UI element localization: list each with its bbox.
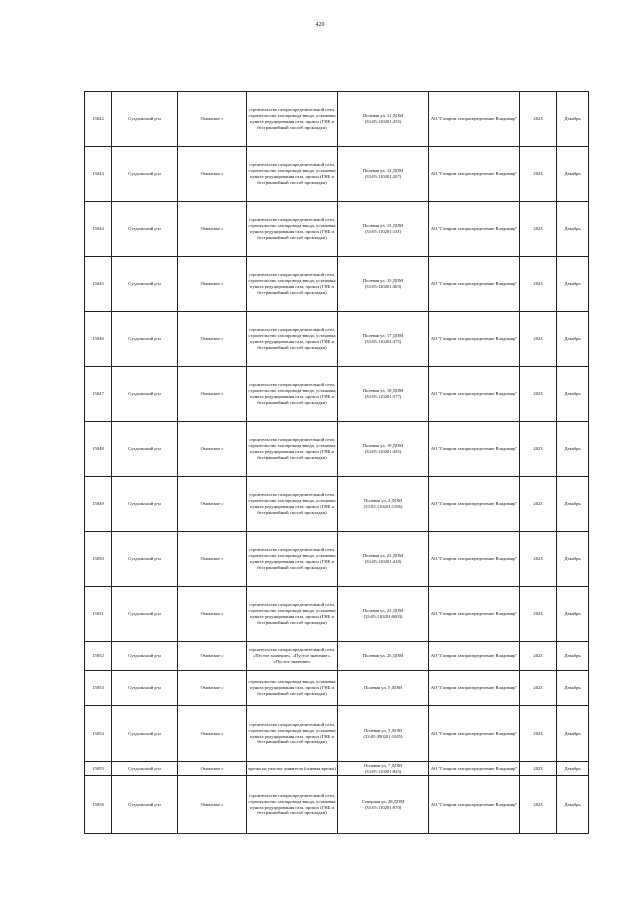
row-number: 15047 (85, 367, 112, 422)
work-description-cell: строительство газораспределительной сети, строительство газопровода-ввода, установка пункта редуцирования газа, прокол (ГНБ и бестраншейный способ прокладки) (247, 532, 338, 587)
address-line: Полевая ул, 12 ДОМ (362, 168, 404, 174)
work-description-cell: строительство газораспределительной сети, строительство газопровода-ввода, установка пункта редуцирования газа, прокол (ГНБ и бестраншейный способ прокладки) (247, 92, 338, 147)
district-cell: Суздальский р-н (112, 92, 178, 147)
cadastral-number: (33:05:110201:375) (364, 339, 402, 344)
month-cell: Декабрь (557, 706, 589, 762)
locality-cell: Омамское с (178, 776, 247, 834)
organization-cell: АО "Газпром газораспределение Владимир" (429, 587, 520, 642)
table-row (85, 587, 589, 642)
address-line: Полевая ул, 23 ДОМ (362, 608, 404, 614)
table-row (85, 706, 589, 762)
work-description-cell: строительство газораспределительной сети, строительство газопровода-ввода, установка пункта редуцирования газа, прокол (ГНБ и бестраншейный способ прокладки) (247, 587, 338, 642)
organization-cell: АО "Газпром газораспределение Владимир" (429, 257, 520, 312)
row-number: 15042 (85, 92, 112, 147)
district-cell: Суздальский р-н (112, 202, 178, 257)
organization-cell: АО "Газпром газораспределение Владимир" (429, 671, 520, 706)
year-cell: 2023 (520, 642, 557, 671)
locality-cell: Омамское с (178, 147, 247, 202)
organization-cell: АО "Газпром газораспределение Владимир" (429, 422, 520, 477)
district-cell: Суздальский р-н (112, 706, 178, 762)
row-number: 15053 (85, 671, 112, 706)
locality-cell: Омамское с (178, 477, 247, 532)
work-description-cell: строительство газораспределительной сети, строительство газопровода-ввода, установка пункта редуцирования газа, прокол (ГНБ и бестраншейный способ прокладки) (247, 312, 338, 367)
district-cell: Суздальский р-н (112, 762, 178, 776)
work-description-cell: строительство газораспределительной сети, «Пустое значение», «Пустое значение», «Пустое значение» (247, 642, 338, 671)
row-number: 15054 (85, 706, 112, 762)
row-number: 15046 (85, 312, 112, 367)
row-number: 15044 (85, 202, 112, 257)
address-cell (338, 367, 429, 422)
month-cell: Декабрь (557, 312, 589, 367)
organization-cell: АО "Газпром газораспределение Владимир" (429, 147, 520, 202)
address-cell (338, 147, 429, 202)
table-row (85, 671, 589, 706)
address-line: Полевая ул, 18 ДОМ (362, 388, 404, 394)
district-cell: Суздальский р-н (112, 587, 178, 642)
work-description-cell: строительство газораспределительной сети, строительство газопровода-ввода, установка пункта редуцирования газа, прокол (ГНБ и бестраншейный способ прокладки) (247, 706, 338, 762)
row-number: 15055 (85, 762, 112, 776)
cadastral-number: (33:05:390201:1045) (363, 733, 403, 739)
table-row (85, 367, 589, 422)
cadastral-number: (33:05:110201:303) (364, 284, 402, 289)
year-cell: 2023 (520, 312, 557, 367)
district-cell: Суздальский р-н (112, 776, 178, 834)
address-cell (338, 202, 429, 257)
year-cell: 2023 (520, 367, 557, 422)
address-cell (338, 776, 429, 834)
month-cell: Декабрь (557, 92, 589, 147)
district-cell: Суздальский р-н (112, 477, 178, 532)
row-number: 15051 (85, 587, 112, 642)
month-cell: Декабрь (557, 477, 589, 532)
month-cell: Декабрь (557, 532, 589, 587)
work-description-cell: строительство газопровода-ввода, установка пункта редуцирования газа, прокол (ГНБ и бестраншейный способ прокладки) (247, 671, 338, 706)
row-number: 15043 (85, 147, 112, 202)
month-cell: Декабрь (557, 642, 589, 671)
month-cell: Декабрь (557, 671, 589, 706)
locality-cell: Омамское с (178, 202, 247, 257)
row-number: 15048 (85, 422, 112, 477)
year-cell: 2023 (520, 706, 557, 762)
table-row (85, 762, 589, 776)
locality-cell: Омамское с (178, 367, 247, 422)
table-row (85, 147, 589, 202)
month-cell: Декабрь (557, 367, 589, 422)
work-description-cell: строительство газораспределительной сети, строительство газопровода-ввода, установка пункта редуцирования газа, прокол (ГНБ и бестраншейный способ прокладки) (247, 477, 338, 532)
table-row (85, 422, 589, 477)
table-row (85, 776, 589, 834)
work-description-cell: строительство газораспределительной сети, строительство газопровода-ввода, установка пункта редуцирования газа, прокол (ГНБ и бестраншейный способ прокладки) (247, 776, 338, 834)
address-line: Полевая ул, 25 ДОМ (362, 653, 404, 659)
district-cell: Суздальский р-н (112, 422, 178, 477)
address-cell (338, 706, 429, 762)
work-description-cell: врезка на участке заявителя (огневая врезка) (247, 762, 338, 776)
address-cell (338, 532, 429, 587)
month-cell: Декабрь (557, 422, 589, 477)
year-cell: 2023 (520, 587, 557, 642)
address-cell (338, 477, 429, 532)
organization-cell: АО "Газпром газораспределение Владимир" (429, 642, 520, 671)
row-number: 15050 (85, 532, 112, 587)
locality-cell: Омамское с (178, 706, 247, 762)
cadastral-number: (33:05:110201:418) (364, 559, 402, 564)
address-line: Полевая ул, 5 ДОМ (364, 727, 402, 733)
work-description-cell: строительство газораспределительной сети, строительство газопровода-ввода, установка пункта редуцирования газа, прокол (ГНБ и бестраншейный способ прокладки) (247, 422, 338, 477)
month-cell: Декабрь (557, 762, 589, 776)
address-line: Полевая ул, 17 ДОМ (362, 333, 404, 339)
address-line: Полевая ул, 11 ДОМ (362, 113, 404, 119)
address-line: Полевая ул, 7 ДОМ (364, 762, 402, 768)
cadastral-number: (33:05:110201:207) (364, 174, 402, 179)
month-cell: Декабрь (557, 587, 589, 642)
cadastral-number: (33:05:110201:255) (364, 119, 402, 124)
locality-cell: Омамское с (178, 257, 247, 312)
table-row (85, 312, 589, 367)
address-cell (338, 312, 429, 367)
year-cell: 2023 (520, 92, 557, 147)
month-cell: Декабрь (557, 776, 589, 834)
cadastral-number: (33:05:110201:825) (364, 768, 402, 774)
table-row (85, 202, 589, 257)
year-cell: 2023 (520, 202, 557, 257)
organization-cell: АО "Газпром газораспределение Владимир" (429, 776, 520, 834)
registry-table (84, 91, 589, 834)
address-cell (338, 642, 429, 671)
organization-cell: АО "Газпром газораспределение Владимир" (429, 367, 520, 422)
table-row (85, 532, 589, 587)
table-row (85, 257, 589, 312)
cadastral-number: (33:05:110201:970) (364, 804, 402, 810)
address-line: Полевая ул, 5 ДОМ (364, 685, 402, 691)
work-description-cell: строительство газораспределительной сети, строительство газопровода-ввода, установка пункта редуцирования газа, прокол (ГНБ и бестраншейный способ прокладки) (247, 257, 338, 312)
organization-cell: АО "Газпром газораспределение Владимир" (429, 762, 520, 776)
address-line: Полевая ул, 2 ДОМ (364, 498, 402, 504)
district-cell: Суздальский р-н (112, 257, 178, 312)
district-cell: Суздальский р-н (112, 671, 178, 706)
locality-cell: Омамское с (178, 587, 247, 642)
district-cell: Суздальский р-н (112, 367, 178, 422)
month-cell: Декабрь (557, 202, 589, 257)
work-description-cell: строительство газораспределительной сети, строительство газопровода-ввода, установка пункта редуцирования газа, прокол (ГНБ и бестраншейный способ прокладки) (247, 147, 338, 202)
address-cell (338, 422, 429, 477)
organization-cell: АО "Газпром газораспределение Владимир" (429, 706, 520, 762)
table-row (85, 477, 589, 532)
address-cell (338, 671, 429, 706)
cadastral-number: (33:05:110201:577) (364, 394, 402, 399)
cadastral-number: (33:05:110201:1106) (363, 504, 403, 509)
row-number: 15052 (85, 642, 112, 671)
organization-cell: АО "Газпром газораспределение Владимир" (429, 477, 520, 532)
organization-cell: АО "Газпром газораспределение Владимир" (429, 92, 520, 147)
organization-cell: АО "Газпром газораспределение Владимир" (429, 532, 520, 587)
locality-cell: Омамское с (178, 532, 247, 587)
table-row (85, 92, 589, 147)
year-cell: 2023 (520, 532, 557, 587)
page-number: 420 (315, 22, 325, 28)
district-cell: Суздальский р-н (112, 147, 178, 202)
row-number: 15045 (85, 257, 112, 312)
district-cell: Суздальский р-н (112, 532, 178, 587)
year-cell: 2023 (520, 422, 557, 477)
address-cell (338, 587, 429, 642)
district-cell: Суздальский р-н (112, 642, 178, 671)
cadastral-number: (33:05:110201:131) (364, 229, 402, 234)
organization-cell: АО "Газпром газораспределение Владимир" (429, 202, 520, 257)
locality-cell: Омамское с (178, 92, 247, 147)
address-cell (338, 92, 429, 147)
locality-cell: Омамское с (178, 312, 247, 367)
locality-cell: Омамское с (178, 422, 247, 477)
year-cell: 2023 (520, 671, 557, 706)
row-number: 15056 (85, 776, 112, 834)
year-cell: 2023 (520, 762, 557, 776)
row-number: 15049 (85, 477, 112, 532)
address-cell (338, 762, 429, 776)
year-cell: 2023 (520, 147, 557, 202)
locality-cell: Омамское с (178, 762, 247, 776)
year-cell: 2023 (520, 776, 557, 834)
locality-cell: Омамское с (178, 671, 247, 706)
month-cell: Декабрь (557, 147, 589, 202)
work-description-cell: строительство газораспределительной сети, строительство газопровода-ввода, установка пункта редуцирования газа, прокол (ГНБ и бестраншейный способ прокладки) (247, 202, 338, 257)
address-line: Полевая ул, 19 ДОМ (362, 443, 404, 449)
work-description-cell: строительство газораспределительной сети, строительство газопровода-ввода, установка пункта редуцирования газа, прокол (ГНБ и бестраншейный способ прокладки) (247, 367, 338, 422)
address-line: Полевая ул, 22 ДОМ (362, 553, 404, 559)
locality-cell: Омамское с (178, 642, 247, 671)
address-line: Северная ул, 28 ДОМ (361, 798, 405, 804)
district-cell: Суздальский р-н (112, 312, 178, 367)
organization-cell: АО "Газпром газораспределение Владимир" (429, 312, 520, 367)
month-cell: Декабрь (557, 257, 589, 312)
address-line: Полевая ул, 15 ДОМ (362, 278, 404, 284)
address-line: Полевая ул, 13 ДОМ (362, 223, 404, 229)
cadastral-number: (33:05:110201:435) (364, 449, 402, 454)
address-cell (338, 257, 429, 312)
year-cell: 2023 (520, 477, 557, 532)
cadastral-number: (33:05:110203:0003) (363, 614, 403, 619)
table-row (85, 642, 589, 671)
year-cell: 2023 (520, 257, 557, 312)
